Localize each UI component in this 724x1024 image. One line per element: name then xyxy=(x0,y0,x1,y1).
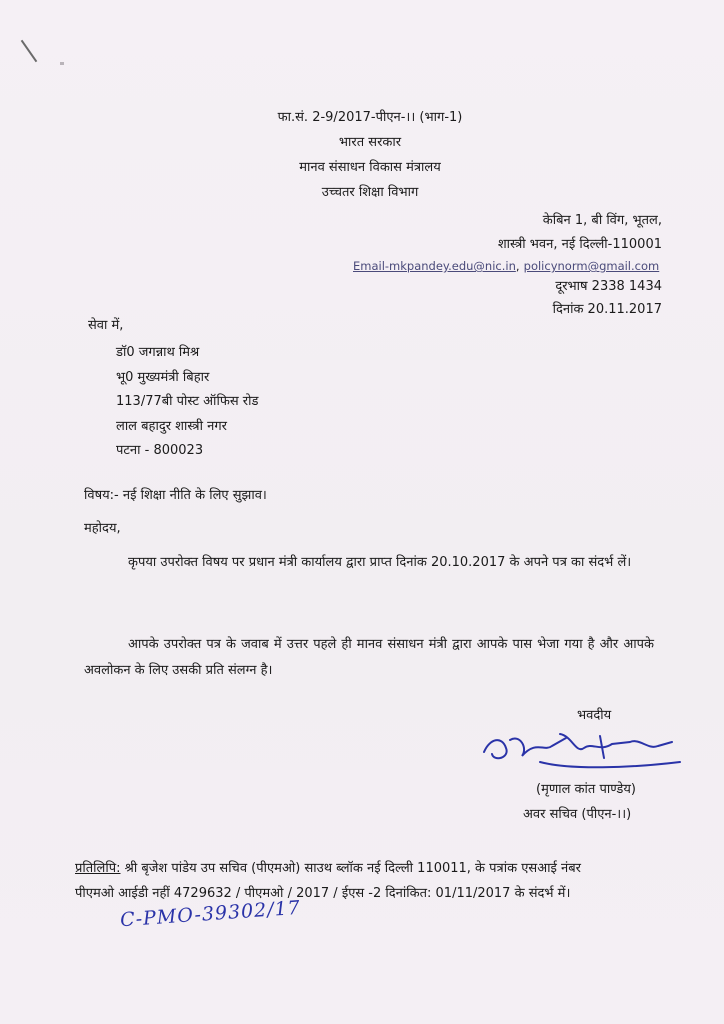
copy-label: प्रतिलिपि: xyxy=(75,861,121,876)
email-link-gmail[interactable]: policynorm@gmail.com xyxy=(523,259,660,273)
closing-yours: भवदीय xyxy=(577,708,612,723)
email-link-nic[interactable]: Email-mkpandey.edu@nic.in xyxy=(353,259,516,273)
subject-line: विषय:- नई शिक्षा नीति के लिए सुझाव। xyxy=(84,488,267,503)
sender-address-line1: केबिन 1, बी विंग, भूतल, xyxy=(542,213,662,228)
recipient-title: भू0 मुख्यमंत्री बिहार xyxy=(116,370,210,385)
paper-speck xyxy=(60,62,64,65)
signer-name: (मृणाल कांत पाण्डेय) xyxy=(536,782,636,797)
handwritten-reference: C-PMO-39302/17 xyxy=(119,896,302,932)
body-paragraph-2: आपके उपरोक्त पत्र के जवाब में उत्तर पहले ही मानव संसाधन मंत्री द्वारा आपके पास भेजा गया है और आपके अवलोकन के लिए उसकी प्रति संलग्न है। xyxy=(84,637,654,678)
email-line xyxy=(353,257,659,276)
letter-date: दिनांक 20.11.2017 xyxy=(552,302,662,317)
phone-number: दूरभाष 2338 1434 xyxy=(555,279,662,294)
sender-address-line2: शास्त्री भवन, नई दिल्ली-110001 xyxy=(497,237,662,252)
email-separator: , xyxy=(515,259,520,273)
department-name: उच्चतर शिक्षा विभाग xyxy=(321,185,419,200)
signer-designation: अवर सचिव (पीएन-।।) xyxy=(523,807,632,822)
copy-line-1 xyxy=(75,860,581,878)
ministry-name: मानव संसाधन विकास मंत्रालय xyxy=(299,160,441,175)
body-paragraph-1: कृपया उपरोक्त विषय पर प्रधान मंत्री कार्यालय द्वारा प्राप्त दिनांक 20.10.2017 के अपने पत्र का संदर्भ लें। xyxy=(128,555,632,570)
recipient-name: डॉ0 जगन्नाथ मिश्र xyxy=(116,345,200,360)
recipient-city: पटना - 800023 xyxy=(116,443,204,458)
copy-text-2: पीएमओ आईडी नहीं 4729632 / पीएमओ / 2017 / ईएस -2 दिनांकित: 01/11/2017 के संदर्भ में। xyxy=(75,886,571,901)
salutation-to: सेवा में, xyxy=(88,318,124,333)
recipient-address2: लाल बहादुर शास्त्री नगर xyxy=(116,419,227,434)
recipient-address1: 113/77बी पोस्ट ऑफिस रोड xyxy=(116,394,259,409)
signature-scribble xyxy=(480,718,690,778)
greeting: महोदय, xyxy=(84,521,121,536)
pen-mark xyxy=(21,40,38,62)
file-number: फा.सं. 2-9/2017-पीएन-।। (भाग-1) xyxy=(277,110,463,125)
copy-text-1: श्री बृजेश पांडेय उप सचिव (पीएमओ) साउथ ब्लॉक नई दिल्ली 110011, के पत्रांक एसआई नंबर xyxy=(124,861,581,876)
signature xyxy=(480,718,690,782)
govt-name: भारत सरकार xyxy=(338,135,402,150)
